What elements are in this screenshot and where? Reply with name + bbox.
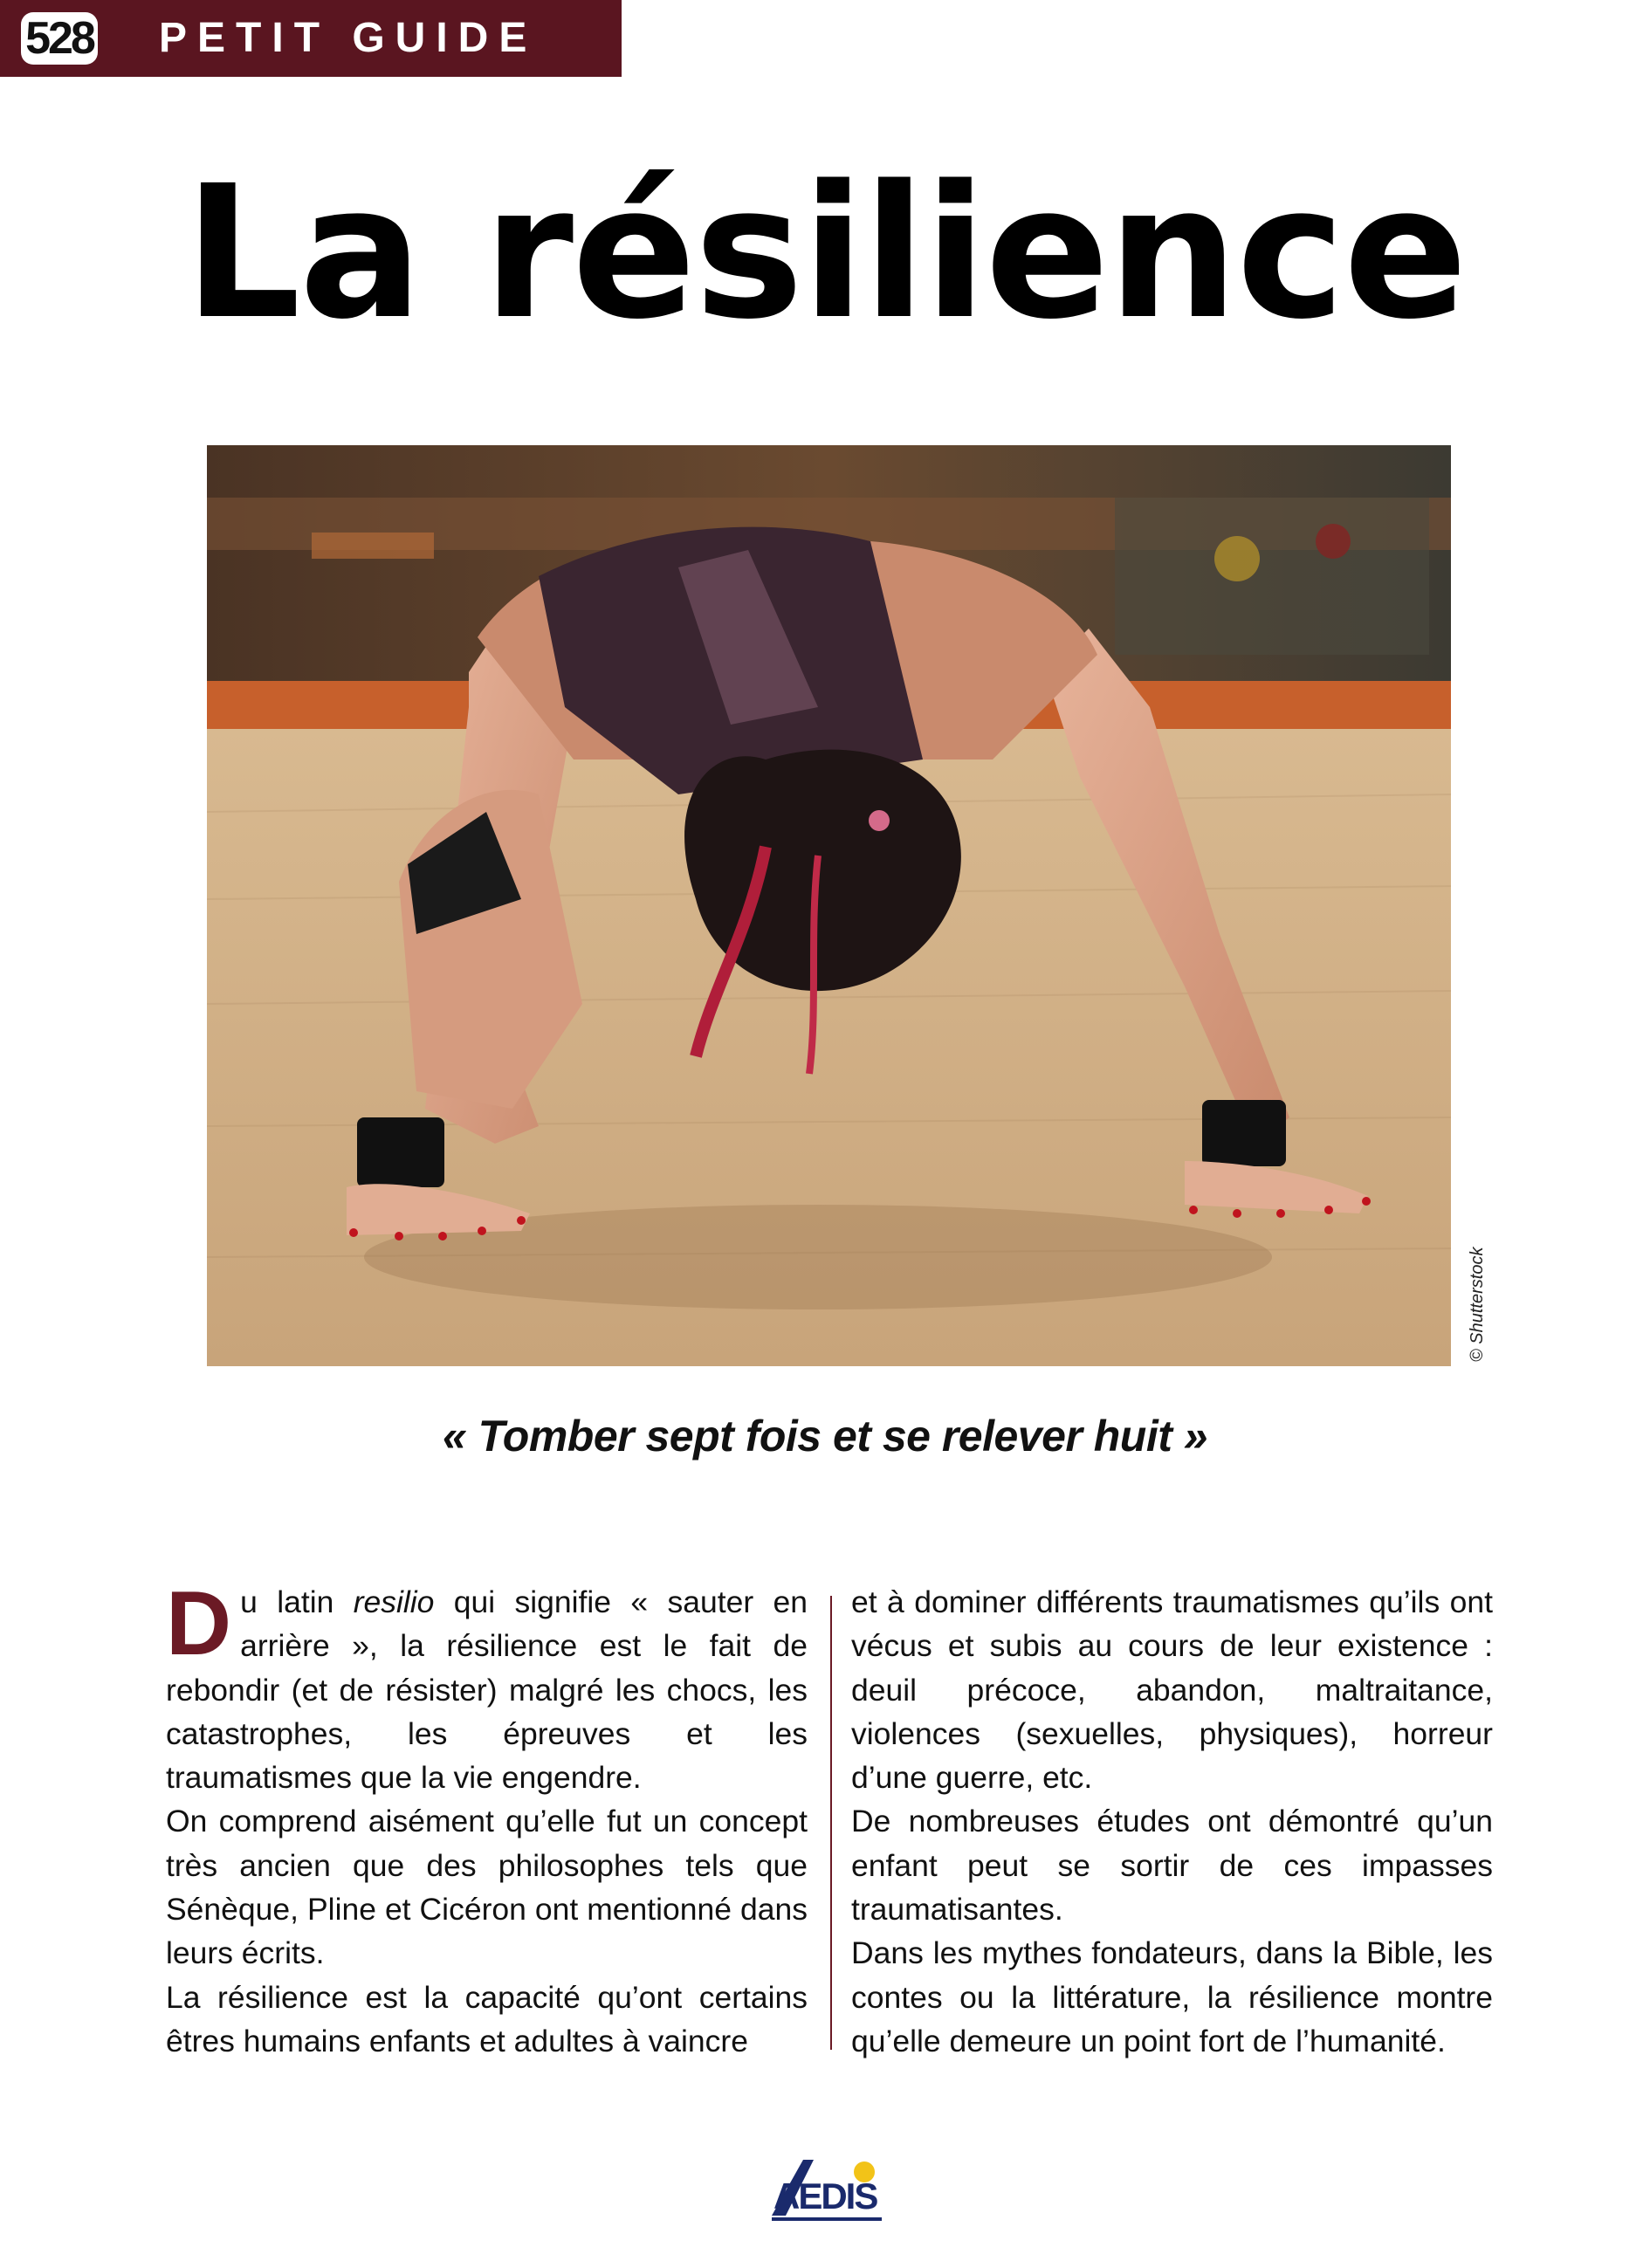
article-paragraph: De nombreuses études ont démontré qu’un enfant peut se sortir de ces impasses traumatisantes. [851, 1804, 1493, 1928]
photo-credit-text: © Shutterstock [1468, 1247, 1487, 1362]
logo-wordmark: AEDIS [773, 2175, 877, 2216]
article-paragraph: Dans les mythes fondateurs, dans la Bible, les contes ou la littérature, la résilience montre qu’elle demeure un point fort de l’humanité. [851, 1935, 1493, 2058]
photo-illustration [207, 445, 1451, 1366]
guide-number-badge: 528 [21, 12, 98, 65]
article-column-right [851, 1580, 1493, 2063]
article-paragraph: et à dominer différents traumatismes qu’ils ont vécus et subis au cours de leur existence : deuil précoce, abandon, maltraitance, violences (sexuelles, physiques), horreur d’une guerre, etc. [851, 1584, 1493, 1796]
guide-series-label: PETIT GUIDE [159, 15, 538, 61]
drop-cap: D [166, 1573, 232, 1674]
article-photo [207, 445, 1451, 1366]
page-title: La résilience [183, 146, 1467, 360]
latin-term: resilio [353, 1584, 435, 1619]
pull-quote: « Tomber sept fois et se relever huit » [442, 1412, 1208, 1460]
paragraph-text: qui signifie « sauter en arrière », la résilience est le fait de rebondir (et de résister) malgré les chocs, les catastrophes, les épreuves et les traumatismes que la vie engendre. [166, 1584, 808, 1796]
paragraph-text: u latin [240, 1584, 354, 1619]
article-paragraph: On comprend aisément qu’elle fut un concept très ancien que des philosophes tels que Sénèque, Pline et Cicéron ont mentionné dans leurs écrits. [166, 1804, 808, 1971]
header-band [0, 0, 622, 77]
article-column-left [166, 1573, 808, 2063]
article-paragraph: La résilience est la capacité qu’ont certains êtres humains enfants et adultes à vaincre [166, 1979, 808, 2058]
article-paragraph [166, 1573, 808, 1799]
aedis-logo [768, 2155, 890, 2224]
column-divider [830, 1596, 832, 2050]
